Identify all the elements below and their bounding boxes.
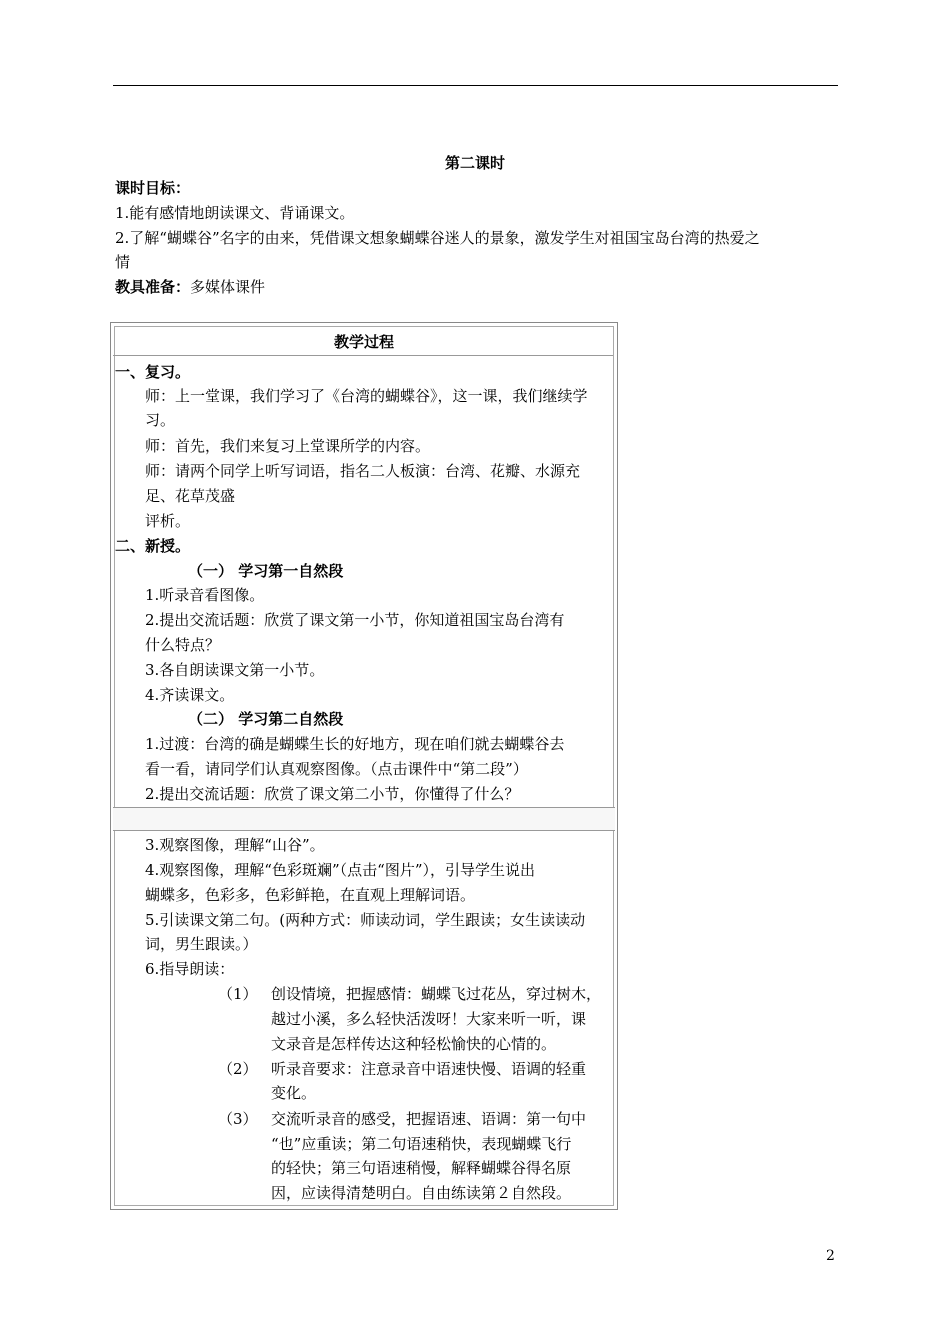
table-line: 1.听录音看图像。: [145, 586, 265, 604]
lesson-title: 第二课时: [444, 154, 505, 172]
table-line: 3.各自朗读课文第一小节。: [145, 661, 325, 679]
table-line: 文录音是怎样传达这种轻松愉快的心情的。: [271, 1035, 557, 1053]
table-line: 习。: [145, 411, 176, 429]
page-number: 2: [826, 1248, 835, 1264]
table-line: 变化。: [271, 1084, 317, 1102]
table-line: 评析。: [145, 512, 191, 530]
table-heading: 教学过程: [333, 333, 394, 351]
table-line: 师：上一堂课，我们学习了《台湾的蝴蝶谷》，这一课，我们继续学: [145, 387, 588, 405]
step-number: （2）: [218, 1060, 258, 1078]
table-line: 看一看，请同学们认真观察图像。（点击课件中“第二段”）: [145, 760, 528, 778]
step-number: （1）: [218, 985, 258, 1003]
table-line: 越过小溪，多么轻快活泼呀！大家来听一听，课: [271, 1010, 587, 1028]
table-line: 词，男生跟读。）: [145, 935, 258, 953]
objective-item: 情: [115, 253, 131, 271]
table-line: 5.引读课文第二句。(两种方式：师读动词，学生跟读；女生读读动: [145, 911, 586, 929]
table-line: 创设情境，把握感情：蝴蝶飞过花丛，穿过树木，: [271, 985, 602, 1003]
materials-label: 教具准备：: [115, 278, 191, 296]
table-line: 4.观察图像，理解“色彩斑斓”（点击“图片”），引导学生说出: [145, 861, 535, 879]
table-line: 足、花草茂盛: [145, 487, 236, 505]
table-line: 3.观察图像，理解“山谷”。: [145, 836, 325, 854]
table-line: 交流听录音的感受，把握语速、语调：第一句中: [271, 1110, 587, 1128]
step-number: （3）: [218, 1110, 258, 1128]
table-line: 2.提出交流话题：欣赏了课文第一小节，你知道祖国宝岛台湾有: [145, 611, 565, 629]
table-line: 师：首先，我们来复习上堂课所学的内容。: [145, 437, 431, 455]
table-line: 什么特点？: [145, 636, 221, 654]
subsection-heading: （二） 学习第二自然段: [188, 710, 344, 728]
objectives-label: 课时目标：: [115, 179, 191, 197]
materials-row: [115, 277, 265, 297]
materials-value: 多媒体课件: [190, 278, 266, 296]
subsection-heading: （一） 学习第一自然段: [188, 562, 344, 580]
table-line: 听录音要求：注意录音中语速快慢、语调的轻重: [271, 1060, 587, 1078]
section-new-lesson: 二、新授。: [115, 537, 191, 555]
table-line: 2.提出交流话题：欣赏了课文第二小节，你懂得了什么？: [145, 785, 520, 803]
table-line: 师：请两个同学上听写词语，指名二人板演：台湾、花瓣、水源充: [145, 462, 581, 480]
header-rule: [113, 85, 838, 86]
table-heading-divider: [113, 355, 613, 356]
table-line: 1.过渡：台湾的确是蝴蝶生长的好地方，现在咱们就去蝴蝶谷去: [145, 735, 565, 753]
table-line: 6.指导朗读：: [145, 960, 235, 978]
section-review: 一、复习。: [115, 363, 191, 381]
objective-item: 1.能有感情地朗读课文、背诵课文。: [115, 204, 355, 222]
table-line: 的轻快；第三句语速稍慢，解释蝴蝶谷得名原: [271, 1159, 572, 1177]
table-line: “也”应重读；第二句语速稍快，表现蝴蝶飞行: [271, 1135, 572, 1153]
table-line: 蝴蝶多，色彩多，色彩鲜艳，在直观上理解词语。: [145, 886, 476, 904]
table-line: 4.齐读课文。: [145, 686, 235, 704]
objective-item: 2.了解“蝴蝶谷”名字的由来，凭借课文想象蝴蝶谷迷人的景象，激发学生对祖国宝岛台湾的热爱之: [115, 229, 760, 247]
table-line: 因，应读得清楚明白。自由练读第２自然段。: [271, 1184, 572, 1202]
page-break-band: [113, 807, 615, 831]
